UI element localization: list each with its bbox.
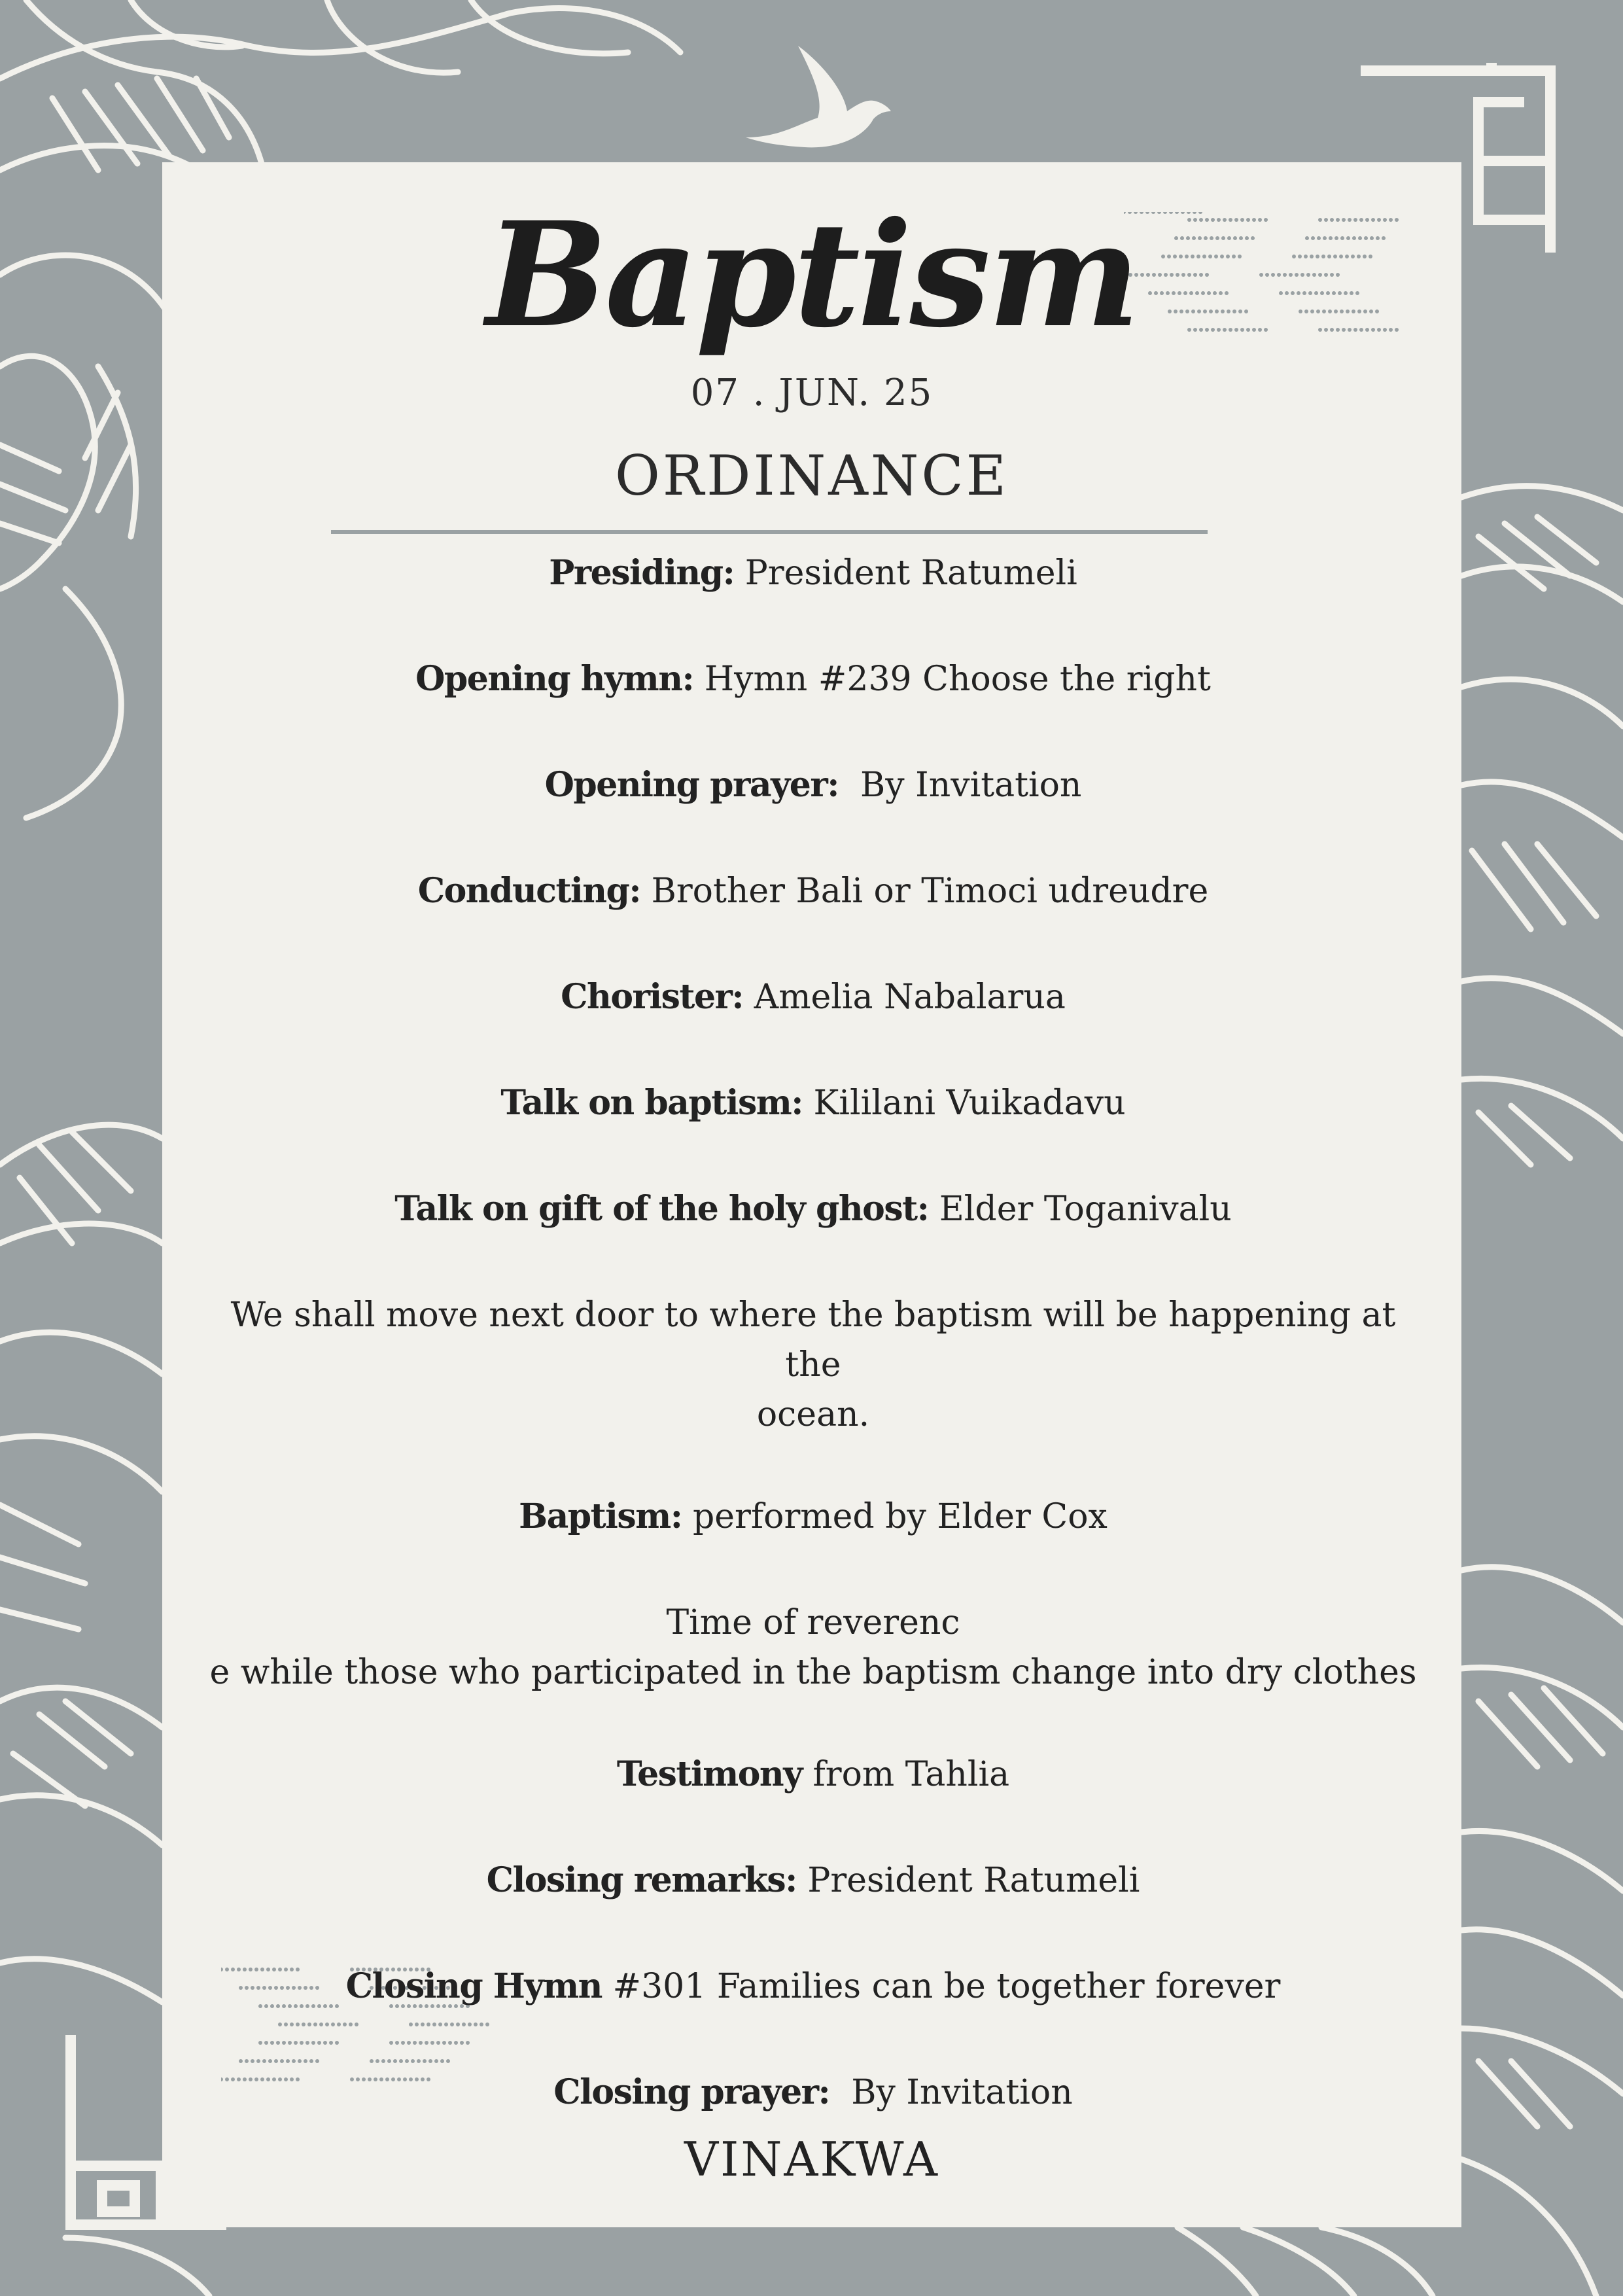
program-item-talk-baptism (201, 1078, 1425, 1128)
program-list (201, 548, 1425, 2117)
program-item-label: Closing prayer: (553, 2072, 830, 2112)
program-item-value: President Ratumeli (734, 554, 1077, 593)
program-item-chorister (201, 972, 1425, 1022)
program-item-label: Closing Hymn (345, 1966, 602, 2006)
page-title: Baptism (485, 190, 1138, 359)
program-item-closing-remarks (201, 1856, 1425, 1905)
program-item-label: Baptism: (519, 1496, 682, 1536)
program-item-label: Opening prayer: (544, 765, 839, 805)
program-item-label: Presiding: (549, 553, 735, 593)
program-item-value: President Ratumeli (796, 1861, 1140, 1900)
notice-move-line-1: We shall move next door to where the baptism will be happening at the (230, 1296, 1396, 1385)
dove-icon (739, 39, 896, 157)
program-item-conducting (201, 866, 1425, 916)
program-item-value: By Invitation (829, 2073, 1073, 2112)
reverence-line-1: Time of reverenc (666, 1603, 960, 1642)
program-item-label: Conducting: (417, 871, 641, 911)
program-item-value: Amelia Nabalarua (743, 978, 1066, 1017)
program-item-value: from Tahlia (801, 1755, 1010, 1794)
event-date: 07 . JUN. 25 (690, 372, 934, 414)
program-item-value: performed by Elder Cox (682, 1497, 1108, 1536)
program-item-talk-holy-ghost (201, 1184, 1425, 1234)
program-item-value: Kililani Vuikadavu (803, 1084, 1126, 1123)
program-item-baptism (201, 1492, 1425, 1542)
page-subtitle: ORDINANCE (615, 444, 1009, 508)
footer-thanks: VINAKWA (684, 2132, 940, 2187)
program-item-value: Brother Bali or Timoci udreudre (640, 872, 1209, 911)
program-item-value: Elder Toganivalu (928, 1190, 1232, 1229)
program-item-presiding (201, 548, 1425, 598)
program-card (162, 162, 1461, 2227)
program-item-closing-hymn (201, 1962, 1425, 2011)
program-item-label: Opening hymn: (415, 659, 694, 699)
program-item-value: Hymn #239 Choose the right (693, 660, 1211, 699)
notice-move-line-2: ocean. (756, 1395, 870, 1434)
reverence-line-2: e while those who participated in the baptism change into dry clothes (209, 1653, 1417, 1692)
program-item-testimony (201, 1750, 1425, 1799)
program-item-label: Testimony (616, 1754, 802, 1794)
program-item-label: Talk on gift of the holy ghost: (394, 1189, 929, 1229)
program-item-opening-prayer (201, 760, 1425, 810)
program-item-opening-hymn (201, 654, 1425, 704)
program-item-value: By Invitation (838, 766, 1082, 805)
program-item-label: Chorister: (561, 977, 744, 1017)
program-item-label: Talk on baptism: (500, 1083, 803, 1123)
divider (331, 530, 1208, 534)
program-item-label: Closing remarks: (486, 1860, 797, 1900)
program-item-value: #301 Families can be together forever (601, 1967, 1281, 2006)
program-item-closing-prayer (201, 2068, 1425, 2117)
